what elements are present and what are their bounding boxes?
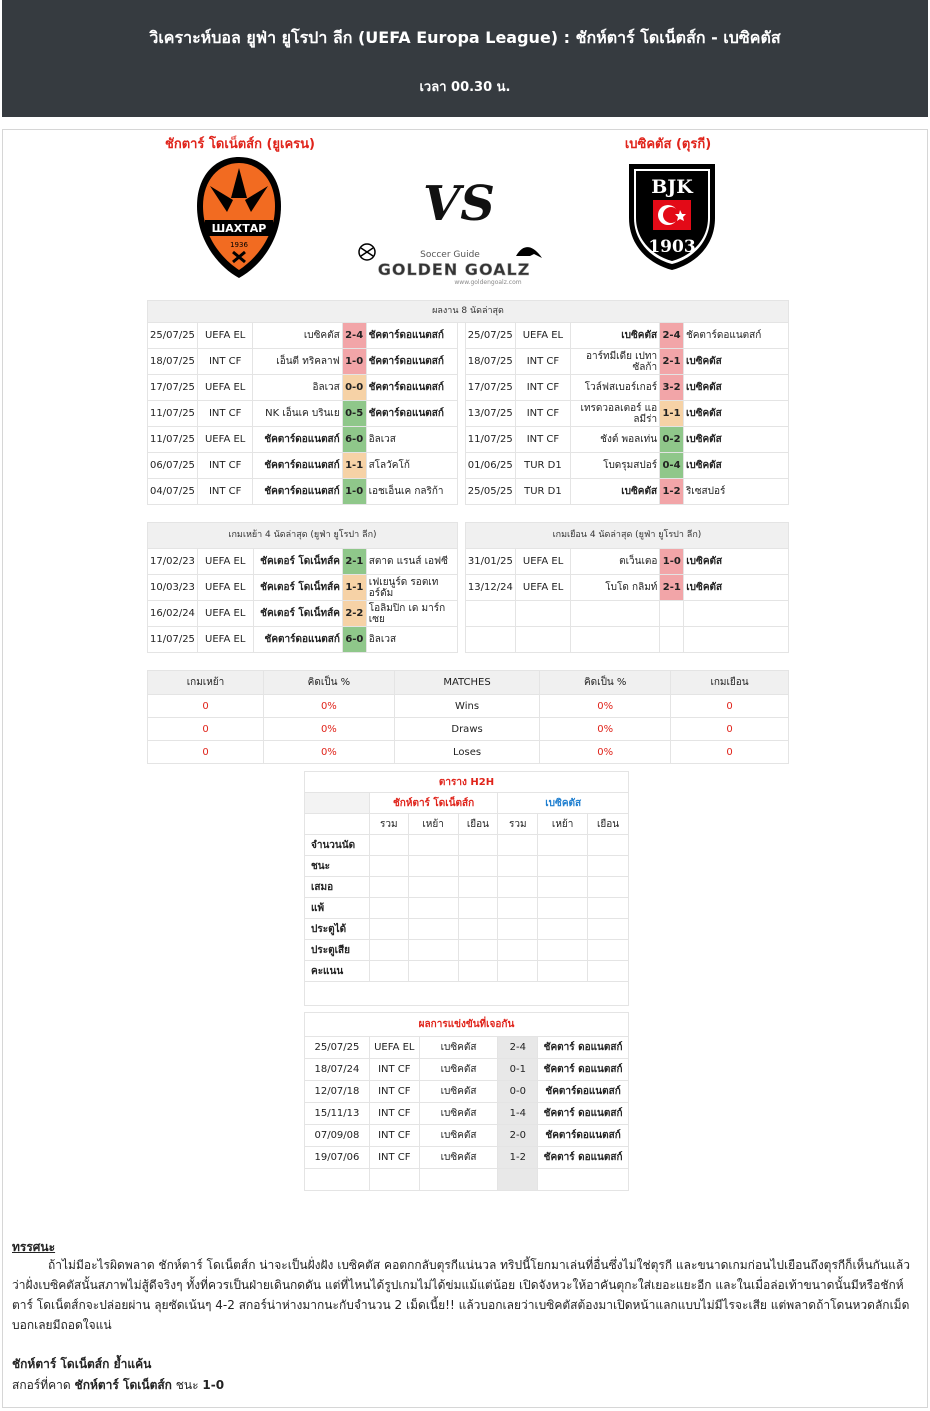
brand-name: GOLDEN GOALZ [377,260,531,279]
h2h-value-cell [588,919,629,940]
h2h-row-label: ชนะ [305,856,370,877]
home-away-team: ชัคตาร์ดอแนตสก์ [366,349,457,375]
analysis-heading: ทรรศนะ [12,1240,56,1254]
home-home-team: ชัคตาร์ดอแนตสก์ [253,627,342,653]
result-score: 0-1 [498,1059,538,1081]
away-home-team: โวล์ฟสเบอร์เกอร์ [571,375,660,401]
table-row [148,601,789,627]
h2h-value-cell [458,919,498,940]
away-home-team: ชังต์ พอลเท่น [571,427,660,453]
away-match-date: 31/01/25 [465,549,515,575]
h2h-value-cell [458,961,498,982]
summary-table [147,670,789,764]
h2h-value-cell [369,877,408,898]
home-match-date: 17/02/23 [148,549,198,575]
result-date: 15/11/13 [305,1103,370,1125]
home-away-team: ชัคตาร์ดอแนตสก์ [366,375,457,401]
home-away-team: เฟเยนูร์ด รอตเทอร์ดัม [366,575,457,601]
h2h-column-header: รวม [369,814,408,835]
predicted-score-tail: ชนะ [175,1378,199,1392]
away-away-team: เบซิคตัส [683,349,788,375]
home-match-date: 17/07/25 [148,375,198,401]
summary-header: เกมเหย้า [148,671,264,695]
empty-cell [571,601,660,627]
empty-cell [684,601,789,627]
table-row [148,427,789,453]
empty-cell [660,627,684,653]
home-percent: 0% [264,741,395,764]
result-away-team: ชัคตาร์ดอแนตสก์ [538,1125,629,1147]
empty-cell [660,601,684,627]
home-score: 1-0 [342,479,366,505]
match-type: Wins [394,695,540,718]
empty-cell [465,601,515,627]
home-score: 6-0 [342,627,366,653]
result-away-team: ชัคตาร์ ดอแนตสก์ [538,1103,629,1125]
away-away-team: เบซิคตัส [683,453,788,479]
home-home-team: ชัคตาร์ดอแนตสก์ [253,453,342,479]
home-home-team: เอ็นตี ทริคลาฟ [253,349,342,375]
h2h-value-cell [498,877,538,898]
home-competition: UEFA EL [197,549,253,575]
away-home-team: เบซิคตัส [571,323,660,349]
table-row [305,1081,629,1103]
h2h-table [304,771,629,1006]
home-home-team: เบซิคตัส [253,323,342,349]
h2h-home-team: ชักห์ตาร์ โดเน็ตส์ก [369,793,498,814]
summary-header: คิดเป็น % [540,671,671,695]
h2h-value-cell [588,961,629,982]
brand-url: www.goldengoalz.com [454,279,522,286]
home-team-name: ชักตาร์ โดเน็ตส์ก (ยูเครน) [165,137,315,152]
away-competition: TUR D1 [515,479,570,505]
away-competition: TUR D1 [515,453,570,479]
h2h-row-label: จำนวนนัด [305,835,370,856]
away-competition: UEFA EL [515,575,571,601]
last4-away-caption: เกมเยือน 4 นัดล่าสุด (ยูฟ่า ยูโรปา ลีก) [465,523,788,549]
h2h-value-cell [408,919,458,940]
away-away-team: ชัคตาร์ดอแนตสก์ [683,323,788,349]
away-count: 0 [671,741,789,764]
home-score: 2-2 [342,601,366,627]
home-score: 1-0 [342,349,366,375]
empty-cell [515,601,571,627]
h2h-value-cell [458,940,498,961]
result-home-team: เบซิคตัส [419,1037,498,1059]
table-row [305,1103,629,1125]
away-crest-year: 1903 [648,237,696,257]
page-title: วิเคราะห์บอล ยูฟ่า ยูโรปา ลีก (UEFA Europa League) : ชักห์ตาร์ โดเน็ตส์ก - เบซิคตัส [149,28,781,47]
h2h-row-label: แพ้ [305,898,370,919]
away-score: 3-2 [660,375,684,401]
away-competition: UEFA EL [515,549,571,575]
h2h-value-cell [538,835,588,856]
away-match-date: 11/07/25 [465,427,515,453]
h2h-column-header: รวม [498,814,538,835]
last8-caption: ผลงาน 8 นัดล่าสุด [148,301,789,323]
result-competition: INT CF [369,1059,419,1081]
table-row [148,375,789,401]
away-away-team: เบซิคตัส [684,575,789,601]
result-date: 07/09/08 [305,1125,370,1147]
table-row [305,1125,629,1147]
home-score: 1-1 [342,575,366,601]
table-row [148,575,789,601]
table-row [148,349,789,375]
h2h-value-cell [369,856,408,877]
away-competition: INT CF [515,375,570,401]
analysis-body: ถ้าไม่มีอะไรผิดพลาด ชักห์ตาร์ โดเน็ตส์ก น่าจะเป็นฝั่งฝัง เบซิคตัส คอตกกลับตุรกีแน่นวล ทริปนี้โยกมาเล่นที่อื่นซึ่งไม่ใช่ตุรกี และขนาดเกมก่อนไปเยือนถึงตุรกีก็เห็นกันแล้วว่าฝั่งเบซิคตัสนั้นสภาพไม่สู้ดีจริงๆ ทั้งที่ควรเป็นฝ่ายเดินกดดัน แต่ที่ไหนได้รูปเกมไม่ได้ข่มแม้แต่น้อย เปิดจังหวะให้อาคันตุกะใส่เยอะแยะอีก และในเมื่อล่อเท้าขนาดนั้นมีหรือชักห์ตาร์ โดเน็ตส์กจะปล่อยผ่าน ลุยซัดเน้นๆ 4-2 สกอร์น่าห่างมากนะกับจำนวน 2 เม็ดเนี้ย!! แล้วบอกเลยว่าเบซิคตัสต้องมาเปิดหน้าแลกแบบไม่มีไรจะเสีย แต่พลาดถ้าโดนหวดลักเม็ดบอกเลยมีถอดใจแน่ [12,1258,910,1332]
table-row [148,695,789,718]
h2h-column-header: เยือน [588,814,629,835]
h2h-value-cell [588,856,629,877]
home-match-date: 04/07/25 [148,479,198,505]
home-away-team: สตาด แรนส์ เอฟซี [366,549,457,575]
result-away-team: ชัคตาร์ ดอแนตสก์ [538,1037,629,1059]
home-count: 0 [148,695,264,718]
away-percent: 0% [540,741,671,764]
home-score: 2-1 [342,549,366,575]
h2h-value-cell [498,940,538,961]
table-row [148,479,789,505]
home-match-date: 11/07/25 [148,401,198,427]
home-home-team: ชัคเตอร์ โดเน็ทส์ค [253,549,342,575]
h2h-title: ตาราง H2H [305,772,629,793]
home-competition: INT CF [197,349,252,375]
brand-tagline: Soccer Guide [420,250,480,260]
away-percent: 0% [540,695,671,718]
away-score: 0-2 [660,427,684,453]
away-score: 1-1 [660,401,684,427]
home-away-team: อิลเวส [366,627,457,653]
away-competition: UEFA EL [515,323,570,349]
away-away-team: ริเซสปอร์ [683,479,788,505]
away-home-team: โบดรุมสปอร์ [571,453,660,479]
h2h-value-cell [538,940,588,961]
table-row [305,940,629,961]
home-home-team: ชัคตาร์ดอแนตสก์ [253,479,342,505]
away-match-date: 13/07/25 [465,401,515,427]
summary-header: MATCHES [394,671,540,695]
home-away-team: อิลเวส [366,427,457,453]
home-home-team: NK เอ็นเค บรินเย [253,401,342,427]
h2h-row-label: เสมอ [305,877,370,898]
result-away-team: ชัคตาร์ ดอแนตสก์ [538,1147,629,1169]
vs-text: VS [423,176,495,230]
away-score: 1-0 [660,549,684,575]
last8-table [147,300,789,505]
away-away-team: เบซิคตัส [683,375,788,401]
predicted-score-team: ชักห์ตาร์ โดเน็ตส์ก [74,1378,172,1392]
table-row [148,718,789,741]
table-row [305,1037,629,1059]
h2h-value-cell [369,919,408,940]
result-away-team: ชัคตาร์ดอแนตสก์ [538,1081,629,1103]
result-date: 19/07/06 [305,1147,370,1169]
h2h-value-cell [369,835,408,856]
result-home-team: เบซิคตัส [419,1125,498,1147]
away-team-crest [625,160,719,274]
result-home-team: เบซิคตัส [419,1103,498,1125]
golden-goalz-logo [338,238,570,286]
empty-cell [465,627,515,653]
away-match-date: 17/07/25 [465,375,515,401]
table-row [148,401,789,427]
home-crest-text: ШАХТАР [211,222,267,235]
h2h-value-cell [408,856,458,877]
away-home-team: เทรดวอลเตอร์ แอลมีร่า [571,401,660,427]
table-row [148,323,789,349]
away-away-team: เบซิคตัส [683,401,788,427]
table-row [305,856,629,877]
away-away-team: เบซิคตัส [684,549,789,575]
home-competition: INT CF [197,401,252,427]
h2h-value-cell [408,877,458,898]
h2h-value-cell [458,835,498,856]
result-score: 2-0 [498,1125,538,1147]
h2h-value-cell [588,898,629,919]
h2h-value-cell [458,898,498,919]
h2h-value-cell [458,856,498,877]
table-row [148,453,789,479]
result-score: 0-0 [498,1081,538,1103]
last4-home-caption: เกมเหย้า 4 นัดล่าสุด (ยูฟ่า ยูโรปา ลีก) [148,523,458,549]
home-match-date: 06/07/25 [148,453,198,479]
h2h-row-label: คะแนน [305,961,370,982]
away-competition: INT CF [515,401,570,427]
kickoff-time: เวลา 00.30 น. [419,80,511,95]
table-row [305,1147,629,1169]
home-match-date: 25/07/25 [148,323,198,349]
away-team-name: เบซิคตัส (ตุรกี) [624,137,712,152]
home-away-team: เอชเอ็นเค กลริก้า [366,479,457,505]
away-home-team: เบซิคตัส [571,479,660,505]
away-score: 1-2 [660,479,684,505]
away-match-date: 25/07/25 [465,323,515,349]
h2h-row-label: ประตูเสีย [305,940,370,961]
summary-header: เกมเยือน [671,671,789,695]
h2h-value-cell [538,961,588,982]
home-percent: 0% [264,695,395,718]
away-home-team: อาร์ทมีเดีย เปทาซัลก้า [571,349,660,375]
table-row [148,627,789,653]
table-row [305,835,629,856]
empty-cell [571,627,660,653]
away-match-date: 01/06/25 [465,453,515,479]
away-match-date: 18/07/25 [465,349,515,375]
h2h-results-table [304,1012,629,1191]
home-home-team: อิลเวส [253,375,342,401]
away-score: 2-1 [660,349,684,375]
h2h-value-cell [498,856,538,877]
h2h-value-cell [498,898,538,919]
away-competition: INT CF [515,427,570,453]
away-percent: 0% [540,718,671,741]
result-score: 1-4 [498,1103,538,1125]
home-away-team: ชัคตาร์ดอแนตสก์ [366,323,457,349]
home-score: 0-5 [342,401,366,427]
home-score: 1-1 [342,453,366,479]
h2h-results-title: ผลการแข่งขันที่เจอกัน [305,1013,629,1037]
h2h-value-cell [408,898,458,919]
home-count: 0 [148,718,264,741]
home-team-crest [193,154,285,282]
empty-cell [684,627,789,653]
result-competition: INT CF [369,1081,419,1103]
h2h-value-cell [538,919,588,940]
home-count: 0 [148,741,264,764]
away-count: 0 [671,695,789,718]
result-score: 1-2 [498,1147,538,1169]
table-row [305,898,629,919]
home-score: 6-0 [342,427,366,453]
home-home-team: ชัคตาร์ดอแนตสก์ [253,427,342,453]
home-match-date: 10/03/23 [148,575,198,601]
h2h-value-cell [588,835,629,856]
h2h-value-cell [458,877,498,898]
h2h-away-team: เบซิคตัส [498,793,629,814]
table-row [305,1059,629,1081]
h2h-value-cell [588,877,629,898]
away-score: 0-4 [660,453,684,479]
result-date: 18/07/24 [305,1059,370,1081]
table-row [305,919,629,940]
home-crest-year: 1936 [230,241,248,249]
result-away-team: ชัคตาร์ ดอแนตสก์ [538,1059,629,1081]
away-score: 2-4 [660,323,684,349]
last4-table [147,522,789,653]
h2h-row-label: ประตูได้ [305,919,370,940]
h2h-value-cell [588,940,629,961]
table-row [305,877,629,898]
home-away-team: ชัคตาร์ดอแนตสก์ [366,401,457,427]
result-home-team: เบซิคตัส [419,1059,498,1081]
h2h-value-cell [538,856,588,877]
home-match-date: 11/07/25 [148,627,198,653]
h2h-value-cell [498,919,538,940]
table-row [305,961,629,982]
home-competition: UEFA EL [197,427,252,453]
table-row [148,549,789,575]
result-competition: INT CF [369,1147,419,1169]
home-competition: UEFA EL [197,323,252,349]
h2h-value-cell [408,940,458,961]
result-competition: UEFA EL [369,1037,419,1059]
summary-header: คิดเป็น % [264,671,395,695]
vs-logo [423,170,495,230]
match-type: Loses [394,741,540,764]
home-percent: 0% [264,718,395,741]
h2h-column-header: เยือน [458,814,498,835]
home-competition: INT CF [197,453,252,479]
h2h-value-cell [369,961,408,982]
away-home-team: ตเว็นเตอ [571,549,660,575]
home-score: 2-4 [342,323,366,349]
h2h-value-cell [538,877,588,898]
result-home-team: เบซิคตัส [419,1147,498,1169]
h2h-value-cell [369,940,408,961]
home-match-date: 18/07/25 [148,349,198,375]
h2h-value-cell [408,961,458,982]
result-home-team: เบซิคตัส [419,1081,498,1103]
result-competition: INT CF [369,1103,419,1125]
away-count: 0 [671,718,789,741]
home-competition: UEFA EL [197,375,252,401]
away-crest-text: BJK [651,176,693,198]
home-score: 0-0 [342,375,366,401]
home-home-team: ชัคเตอร์ โดเน็ทส์ค [253,575,342,601]
home-competition: INT CF [197,479,252,505]
away-match-date: 13/12/24 [465,575,515,601]
home-home-team: ชัคเตอร์ โดเน็ทส์ค [253,601,342,627]
h2h-value-cell [538,898,588,919]
predicted-score [12,1375,224,1395]
away-home-team: โบโด กลิมท์ [571,575,660,601]
empty-cell [515,627,571,653]
home-away-team: สโลวัคโก้ [366,453,457,479]
match-type: Draws [394,718,540,741]
h2h-value-cell [408,835,458,856]
away-match-date: 25/05/25 [465,479,515,505]
home-competition: UEFA EL [197,601,253,627]
h2h-column-header: เหย้า [538,814,588,835]
h2h-value-cell [369,898,408,919]
predicted-score-label: สกอร์ที่คาด [12,1378,71,1392]
away-competition: INT CF [515,349,570,375]
home-competition: UEFA EL [197,627,253,653]
result-date: 25/07/25 [305,1037,370,1059]
result-date: 12/07/18 [305,1081,370,1103]
h2h-value-cell [498,835,538,856]
page-header [2,0,928,117]
home-away-team: โอลิมปิก เด มาร์กเซย [366,601,457,627]
table-row [148,741,789,764]
home-competition: UEFA EL [197,575,253,601]
away-away-team: เบซิคตัส [683,427,788,453]
result-score: 2-4 [498,1037,538,1059]
h2h-column-header: เหย้า [408,814,458,835]
analysis-pick: ชักห์ตาร์ โดเน็ตส์ก ย้ำแค้น [12,1357,152,1371]
predicted-score-value: 1-0 [202,1378,225,1392]
away-score: 2-1 [660,575,684,601]
h2h-value-cell [498,961,538,982]
home-match-date: 16/02/24 [148,601,198,627]
home-match-date: 11/07/25 [148,427,198,453]
result-competition: INT CF [369,1125,419,1147]
